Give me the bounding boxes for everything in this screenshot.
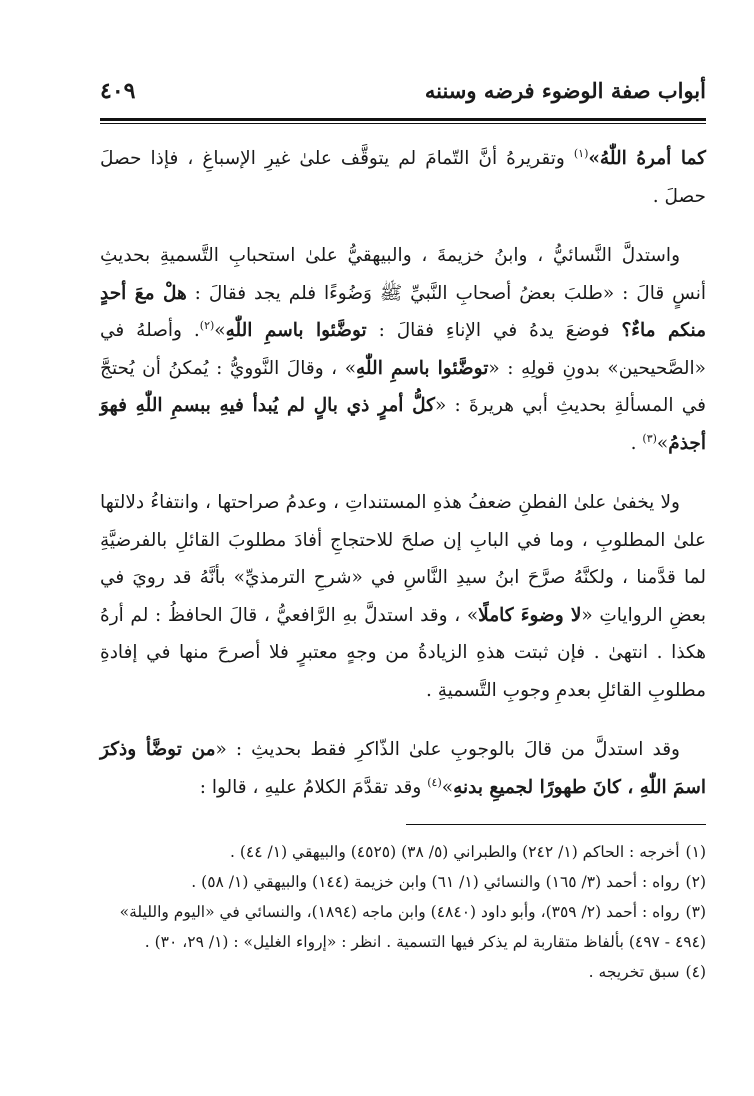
text-span: فوضعَ يدهُ في الإناءِ فقالَ : [366, 320, 622, 341]
hadith-quote: توضَّئوا باسمِ اللّٰهِ [225, 320, 367, 341]
hadith-quote: كلُّ أمرٍ ذي بالٍ لم يُبدأ فيهِ ببسمِ اللّٰهِ فهوَ أجذمُ [100, 395, 706, 454]
text-span: » ، وقد استدلَّ بهِ الرَّافعيُّ ، قالَ الحافظُ : لم أرهُ هكذا . انتهىٰ . فإن ثبتت هذهِ الزيادةُ من وجهٍ معتبرٍ فلا أصرحَ منها في إفادةِ مطلوبِ القائلِ بعدمِ وجوبِ التَّسميةِ . [100, 604, 706, 701]
text-span: واستدلَّ النَّسائيُّ ، وابنُ خزيمةَ ، والبيهقيُّ علىٰ استحبابِ التَّسميةِ بحديثِ أنسٍ قالَ : «طلبَ بعضُ أصحابِ النَّبيِّ ﷺ وَضُوءًا فلم يجد فقالَ : [100, 245, 706, 304]
page-header [100, 78, 706, 112]
text-span: » [656, 432, 669, 454]
footnote-3 [100, 897, 706, 957]
text-span: » [441, 776, 454, 798]
hadith-quote: من توضَّأ وذكرَ اسمَ اللّٰهِ ، كانَ طهورًا لجميعِ بدنهِ [100, 739, 706, 798]
footnote-ref-3: (٣) [642, 431, 657, 445]
footnote-4 [100, 957, 706, 987]
text-span: . وأصلهُ في «الصَّحيحين» بدونِ قولِهِ : « [100, 320, 706, 379]
paragraph-4 [100, 731, 706, 806]
header-rule-thin [100, 123, 706, 124]
main-text [100, 140, 706, 806]
book-page [100, 78, 706, 987]
footnote-ref-4: (٤) [427, 775, 442, 789]
footnote-number: (٢) [685, 873, 706, 891]
footnote-separator [406, 824, 706, 825]
footnote-number: (٤) [685, 963, 706, 981]
text-span: » ، وقالَ النَّوويُّ : يُمكنُ أن يُحتجَّ في المسألةِ بحديثِ أبي هريرةَ : « [100, 357, 706, 416]
paragraph-1 [100, 140, 706, 215]
footnote-ref-1: (١) [573, 146, 589, 160]
header-rule-thick [100, 118, 706, 121]
footnote-number: (٣) [685, 903, 706, 921]
text-span: وقد تقدَّمَ الكلامُ عليهِ ، قالوا : [199, 776, 428, 798]
page-number: ٤٠٩ [100, 78, 136, 104]
footnote-ref-2: (٢) [199, 318, 215, 332]
text-span: » [214, 320, 226, 341]
footnote-text: رواه : أحمد (٢/ ٣٥٩)، وأبو داود (٤٨٤٠) وابن ماجه (١٨٩٤)، والنسائي في «اليوم والليلة» (٤٩٤ - ٤٩٧) بألفاظ متقاربة لم يذكر فيها التسمية . انظر : «إرواء الغليل» : (١/ ٢٩، ٣٠) . [119, 903, 706, 951]
footnote-number: (١) [685, 843, 706, 861]
hadith-quote: هلْ معَ أحدٍ منكم ماءٌ؟ [100, 282, 707, 341]
text-span: وتقريرهُ أنَّ التّمامَ لم يتوقَّف علىٰ غيرِ الإسباغِ ، فإذا حصلَ حصلَ . [100, 148, 706, 207]
hadith-quote: لا وضوءَ كاملًا [478, 604, 582, 626]
hadith-quote: كما أمرهُ اللّٰهُ» [588, 148, 706, 169]
hadith-quote: توضَّئوا باسمِ اللّٰهِ [356, 357, 489, 379]
footnote-text: رواه : أحمد (٣/ ١٦٥) والنسائي (١/ ٦١) وابن خزيمة (١٤٤) والبيهقي (١/ ٥٨) . [191, 873, 680, 891]
paragraph-3 [100, 484, 706, 709]
running-title: أبواب صفة الوضوء فرضه وسننه [424, 78, 706, 103]
text-span: وقد استدلَّ من قالَ بالوجوبِ علىٰ الذّاكرِ فقط بحديثِ : « [215, 739, 680, 760]
paragraph-2 [100, 237, 706, 462]
text-span: ولا يخفىٰ علىٰ الفطنِ ضعفُ هذهِ المستنداتِ ، وعدمُ صراحتها ، وانتفاءُ دلالتها علىٰ المطلوبِ ، وما في البابِ إن صلحَ للاحتجاجِ أفادَ مطلوبَ القائلِ بالفرضيَّةِ لما قدَّمنا ، ولكنَّهُ صرَّحَ ابنُ سيدِ النَّاسِ في «شرحِ الترمذيِّ» بأنَّهُ قد رويَ في بعضِ الرواياتِ « [100, 492, 706, 626]
footnotes [100, 837, 706, 987]
footnote-text: أخرجه : الحاكم (١/ ٢٤٢) والطبراني (٥/ ٣٨) (٤٥٢٥) والبيهقي (١/ ٤٤) . [230, 843, 680, 861]
footnote-text: سبق تخريجه . [588, 963, 680, 981]
text-span: . [630, 432, 643, 454]
footnote-2 [100, 867, 706, 897]
footnote-1 [100, 837, 706, 867]
